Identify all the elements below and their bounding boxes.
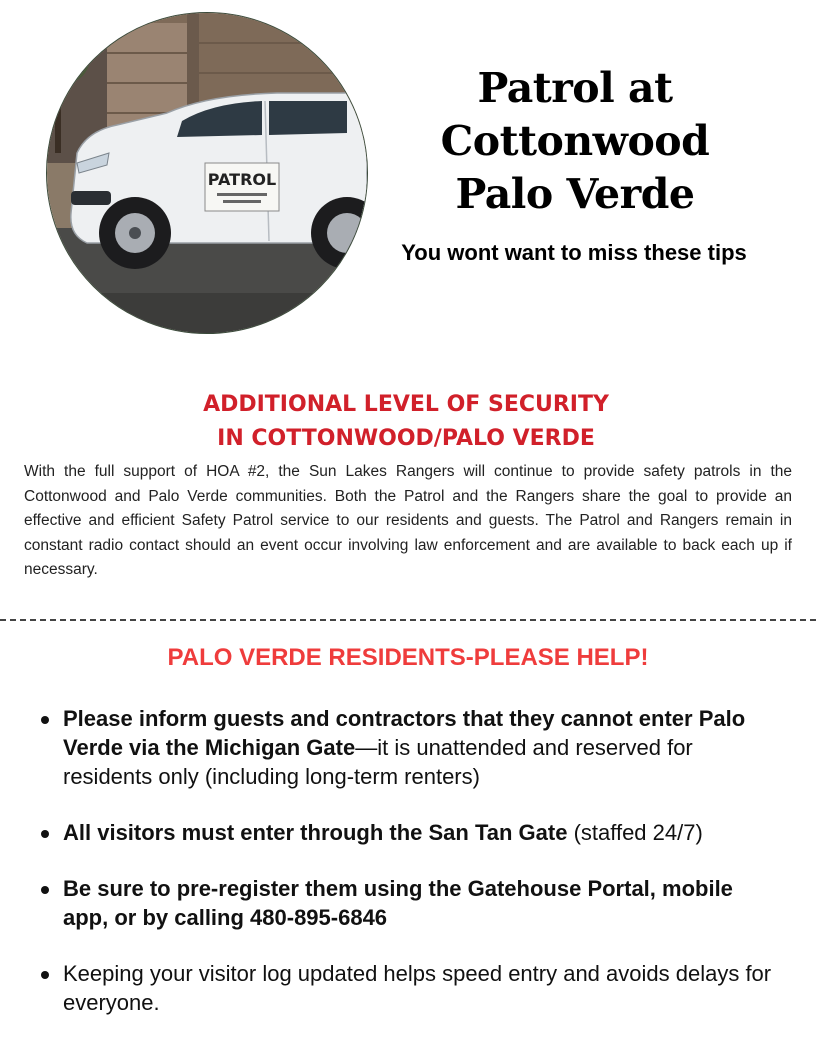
security-heading-line-2: IN COTTONWOOD/PALO VERDE <box>217 426 595 451</box>
tip-bold-text: Please inform guests and contractors that they cannot enter Palo Verde via the Michigan Gate <box>63 706 746 760</box>
bullet-icon <box>41 886 49 894</box>
bullet-icon <box>41 830 49 838</box>
bullet-icon <box>41 716 49 724</box>
tip-bold-text: Be sure to pre-register them using the Gatehouse Portal, mobile app, or by calling 480-895-6846 <box>63 876 733 930</box>
list-item <box>38 818 783 847</box>
list-item <box>38 959 783 1017</box>
tip-text: Keeping your visitor log updated helps speed entry and avoids delays for everyone. <box>63 961 772 1015</box>
patrol-car-photo <box>46 12 368 334</box>
tip-text: (staffed 24/7) <box>567 820 703 845</box>
door-sign-text: PATROL <box>207 170 277 189</box>
security-heading-line-1: ADDITIONAL LEVEL OF SECURITY <box>203 392 609 417</box>
list-item <box>38 874 783 932</box>
tips-list <box>38 704 783 1044</box>
tip-text: —it is unattended and reserved for residents only (including long-term renters) <box>63 735 693 789</box>
page-title <box>400 62 750 221</box>
tip-bold-text: All visitors must enter through the San Tan Gate <box>63 820 568 845</box>
title-line-3: Palo Verde <box>455 170 695 218</box>
patrol-car-image <box>47 13 367 333</box>
title-line-1: Patrol at <box>477 64 673 112</box>
title-line-2: Cottonwood <box>440 117 710 165</box>
dashed-divider <box>0 619 816 621</box>
page-subtitle: You wont want to miss these tips <box>401 240 747 265</box>
security-heading <box>100 388 712 456</box>
security-paragraph: With the full support of HOA #2, the Sun Lakes Rangers will continue to provide safety patrols in the Cottonwood and Palo Verde communities. Both the Patrol and the Rangers share the goal to provide an effective and efficient Safety Patrol service to our residents and guests. The Patrol and Rangers remain in constant radio contact should an event occur involving law enforcement and are available to back each up if necessary. <box>24 463 792 578</box>
help-heading: PALO VERDE RESIDENTS-PLEASE HELP! <box>167 644 649 671</box>
list-item <box>38 704 783 791</box>
bullet-icon <box>41 971 49 979</box>
